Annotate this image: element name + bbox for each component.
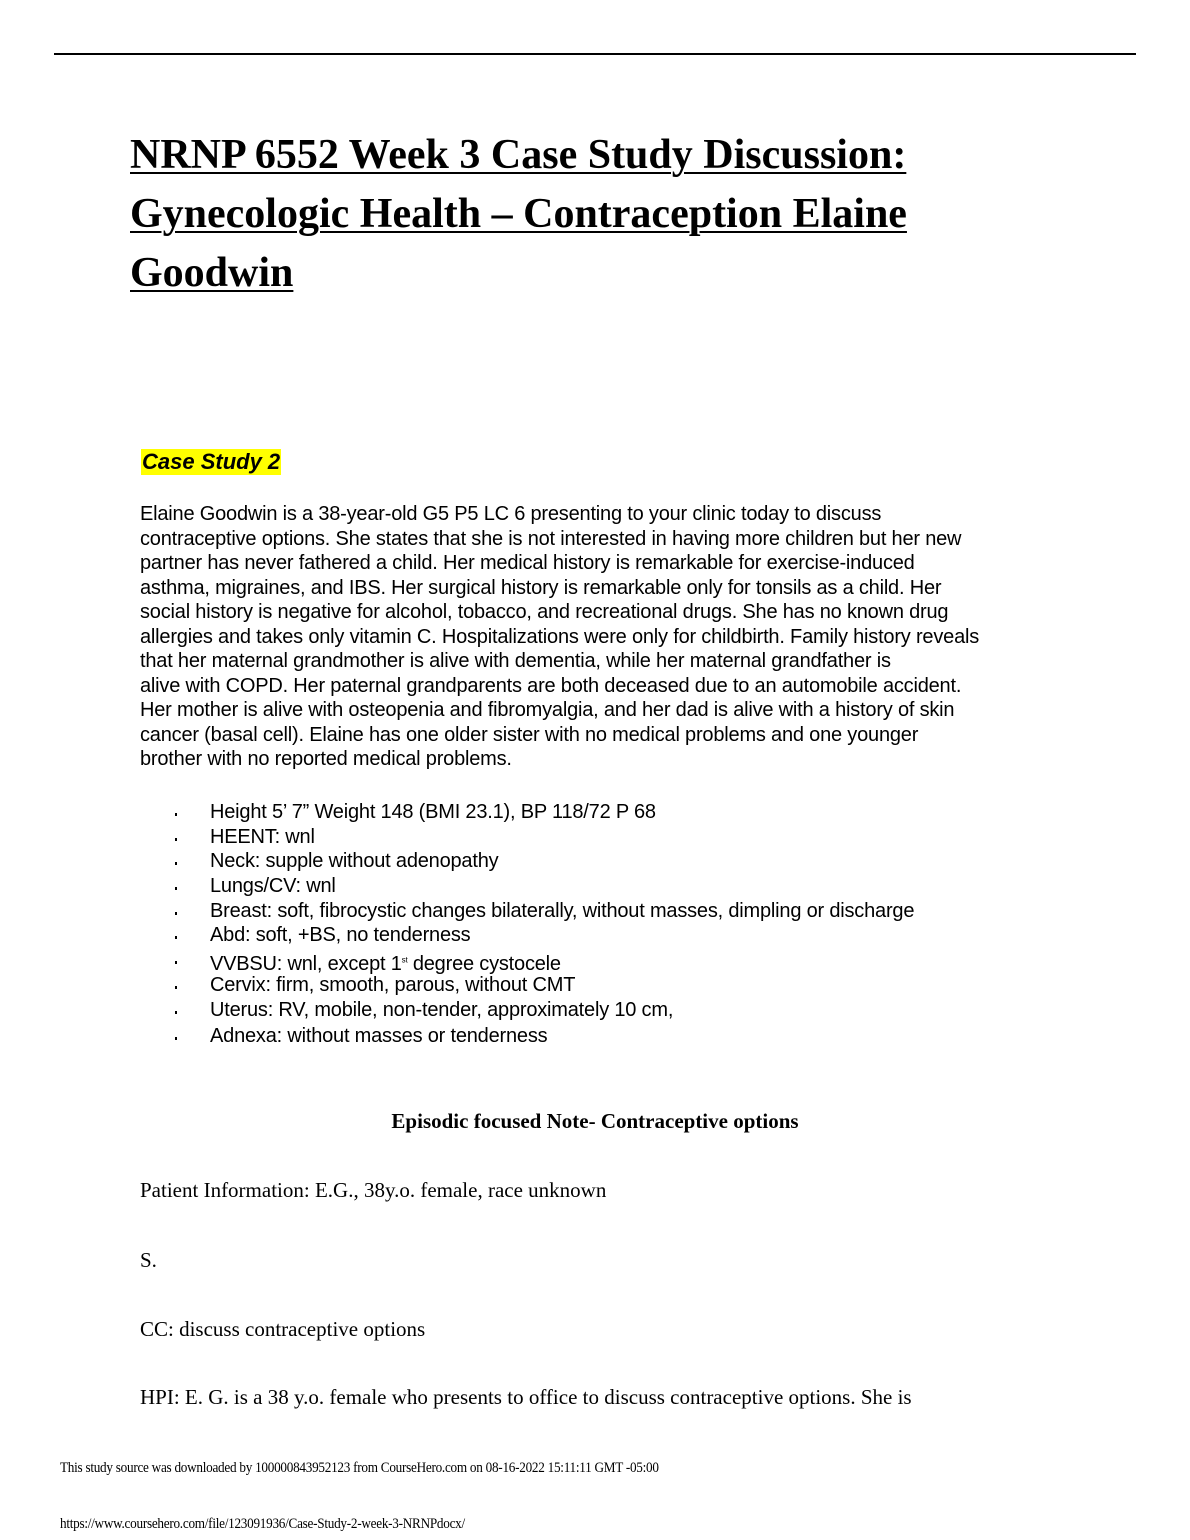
chief-complaint: CC: discuss contraceptive options <box>140 1317 426 1341</box>
list-item: Adnexa: without masses or tenderness <box>170 1024 914 1049</box>
bullet-icon <box>175 1011 177 1014</box>
list-item: VVBSU: wnl, except 1st degree cystocele <box>170 948 914 973</box>
bullet-icon <box>175 838 177 841</box>
exam-findings-list <box>170 800 914 1049</box>
title-line: Gynecologic Health – Contraception Elaine <box>130 191 907 237</box>
paragraph-line: contraceptive options. She states that she is not interested in having more children but her new <box>140 527 962 550</box>
document-title <box>130 126 1080 303</box>
bullet-icon <box>175 1037 177 1040</box>
paragraph-line: brother with no reported medical problems. <box>140 748 512 770</box>
list-item: Cervix: firm, smooth, parous, without CMT <box>170 973 914 998</box>
note-heading: Episodic focused Note- Contraceptive options <box>391 1109 799 1133</box>
paragraph-line: alive with COPD. Her paternal grandparents are both deceased due to an automobile accident. <box>140 674 962 697</box>
paragraph-line: social history is negative for alcohol, tobacco, and recreational drugs. She has no known drug <box>140 601 949 623</box>
paragraph-line: that her maternal grandmother is alive with dementia, while her maternal grandfather is <box>140 650 891 672</box>
case-paragraph <box>140 502 979 772</box>
list-item: Neck: supple without adenopathy <box>170 849 914 874</box>
patient-information: Patient Information: E.G., 38y.o. female, race unknown <box>140 1178 607 1202</box>
paragraph-line: allergies and takes only vitamin C. Hospitalizations were only for childbirth. Family history reveals <box>140 625 980 648</box>
bullet-icon <box>175 813 177 816</box>
paragraph-line: Elaine Goodwin is a 38-year-old G5 P5 LC 6 presenting to your clinic today to discuss <box>140 503 882 525</box>
paragraph-line: cancer (basal cell). Elaine has one older sister with no medical problems and one younger <box>140 723 919 746</box>
list-item: Height 5’ 7” Weight 148 (BMI 23.1), BP 118/72 P 68 <box>170 800 914 825</box>
list-item: Breast: soft, fibrocystic changes bilaterally, without masses, dimpling or discharge <box>170 899 914 924</box>
bullet-icon <box>175 936 177 939</box>
paragraph-line: partner has never fathered a child. Her medical history is remarkable for exercise-induced <box>140 552 915 574</box>
list-item: HEENT: wnl <box>170 825 914 850</box>
case-study-label: Case Study 2 <box>142 449 281 474</box>
paragraph-line: Her mother is alive with osteopenia and fibromyalgia, and her dad is alive with a history of skin <box>140 699 955 721</box>
title-line: Goodwin <box>130 250 294 296</box>
hpi-text: HPI: E. G. is a 38 y.o. female who presents to office to discuss contraceptive options. She is <box>140 1385 912 1409</box>
bullet-icon <box>175 912 177 915</box>
bullet-icon <box>175 862 177 865</box>
bullet-icon <box>175 961 177 964</box>
source-url[interactable]: https://www.coursehero.com/file/123091936/Case-Study-2-week-3-NRNPdocx/ <box>60 1516 465 1532</box>
bullet-icon <box>175 887 177 890</box>
bullet-icon <box>175 986 177 989</box>
top-rule <box>54 53 1136 55</box>
subjective-label: S. <box>140 1248 157 1272</box>
download-notice: This study source was downloaded by 100000843952123 from CourseHero.com on 08-16-2022 15:11:11 GMT -05:00 <box>60 1460 659 1476</box>
title-line: NRNP 6552 Week 3 Case Study Discussion: <box>130 132 907 178</box>
paragraph-line: asthma, migraines, and IBS. Her surgical history is remarkable only for tonsils as a child. Her <box>140 576 942 599</box>
list-item: Uterus: RV, mobile, non-tender, approximately 10 cm, <box>170 998 914 1023</box>
list-item: Lungs/CV: wnl <box>170 874 914 899</box>
list-item: Abd: soft, +BS, no tenderness <box>170 923 914 948</box>
